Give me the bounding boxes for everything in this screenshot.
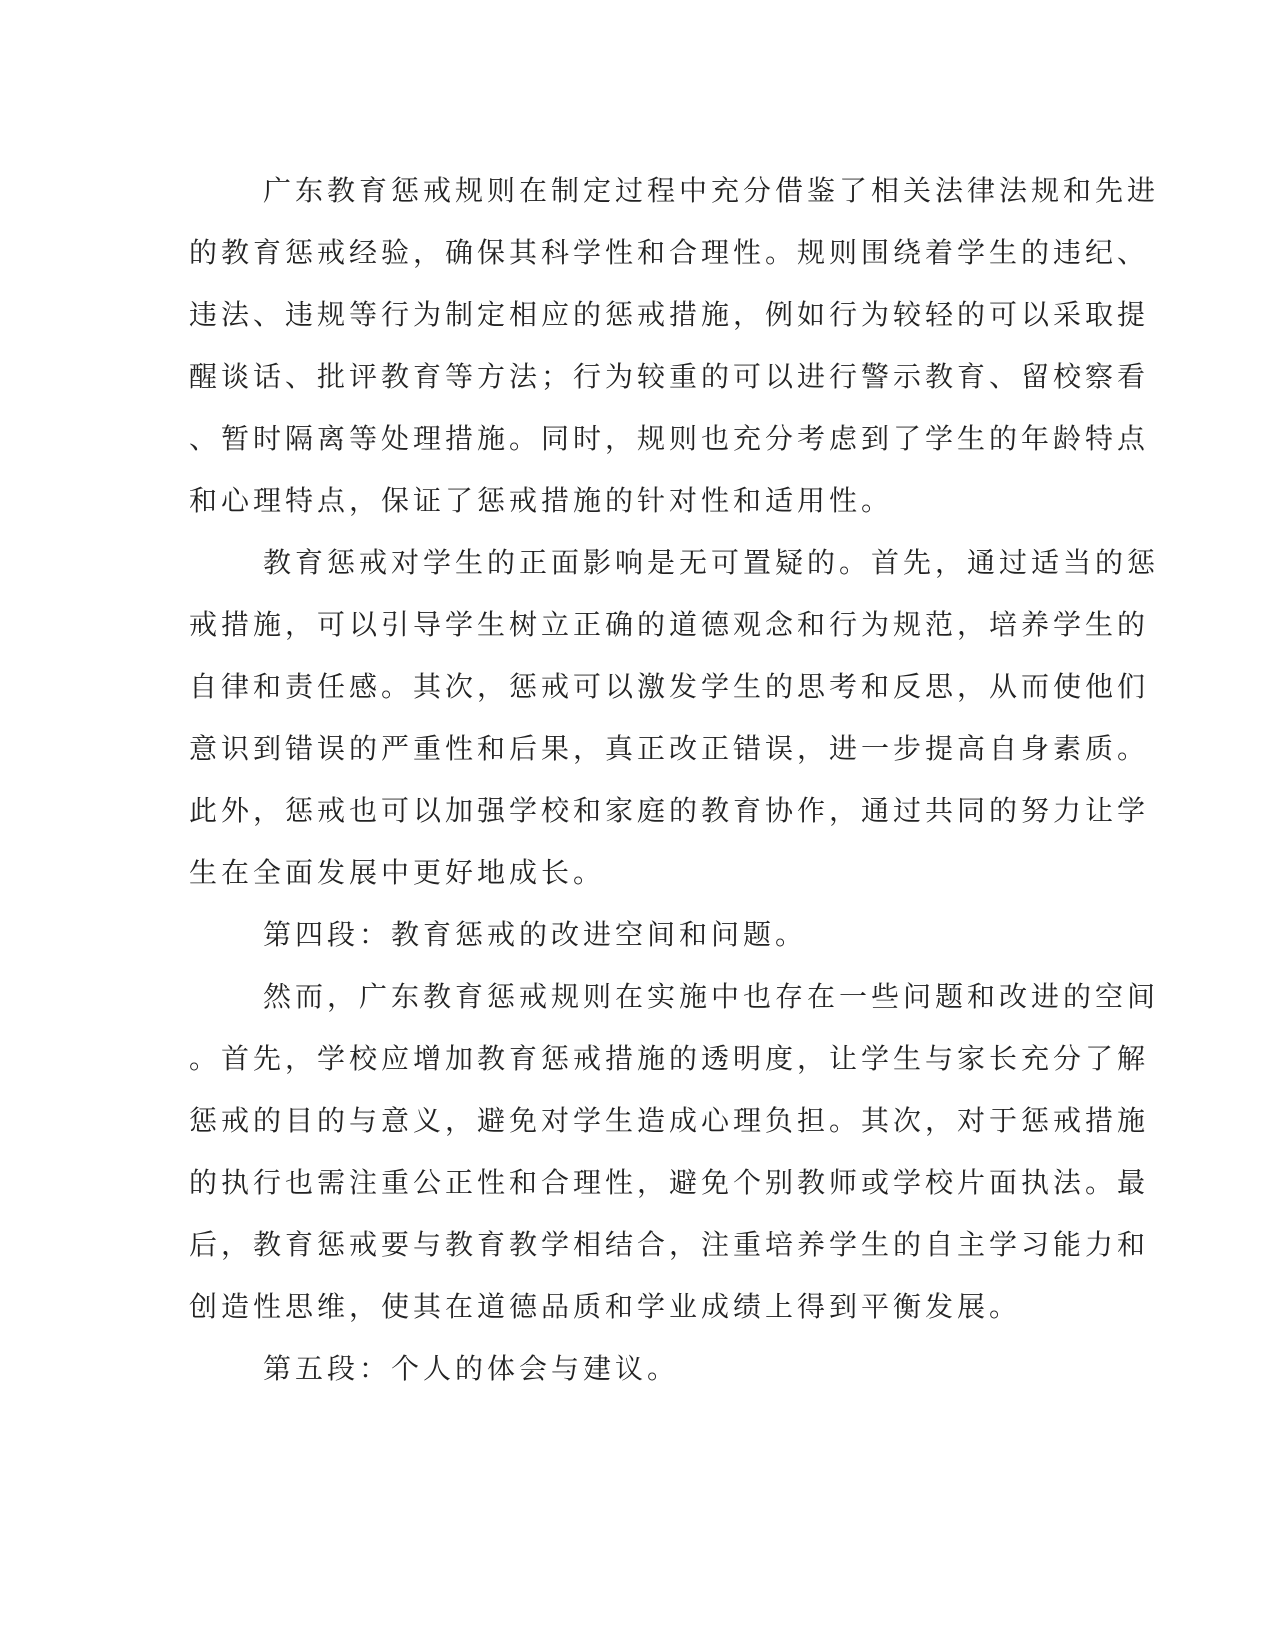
paragraph-line: 、暂时隔离等处理措施。同时，规则也充分考虑到了学生的年龄特点 [189, 422, 1150, 455]
paragraph-line: 广东教育惩戒规则在制定过程中充分借鉴了相关法律法规和先进 [263, 174, 1160, 207]
paragraph-line: 教育惩戒对学生的正面影响是无可置疑的。首先，通过适当的惩 [263, 546, 1160, 579]
paragraph-line: 后，教育惩戒要与教育教学相结合，注重培养学生的自主学习能力和 [189, 1228, 1150, 1261]
paragraph-line: 生在全面发展中更好地成长。 [189, 856, 606, 889]
paragraph-line: 创造性思维，使其在道德品质和学业成绩上得到平衡发展。 [189, 1290, 1022, 1323]
paragraph-line: 此外，惩戒也可以加强学校和家庭的教育协作，通过共同的努力让学 [189, 794, 1150, 827]
paragraph-line: 违法、违规等行为制定相应的惩戒措施，例如行为较轻的可以采取提 [189, 298, 1150, 331]
section-heading: 第四段：教育惩戒的改进空间和问题。 [263, 918, 808, 951]
paragraph-line: 的教育惩戒经验，确保其科学性和合理性。规则围绕着学生的违纪、 [189, 236, 1150, 269]
document-body [189, 160, 1160, 1400]
paragraph-line: 的执行也需注重公正性和合理性，避免个别教师或学校片面执法。最 [189, 1166, 1150, 1199]
paragraph-line: 惩戒的目的与意义，避免对学生造成心理负担。其次，对于惩戒措施 [189, 1104, 1150, 1137]
paragraph-line: 。首先，学校应增加教育惩戒措施的透明度，让学生与家长充分了解 [189, 1042, 1150, 1075]
paragraph-line: 然而，广东教育惩戒规则在实施中也存在一些问题和改进的空间 [263, 980, 1160, 1013]
paragraph-line: 和心理特点，保证了惩戒措施的针对性和适用性。 [189, 484, 894, 517]
paragraph-line: 戒措施，可以引导学生树立正确的道德观念和行为规范，培养学生的 [189, 608, 1150, 641]
paragraph-line: 自律和责任感。其次，惩戒可以激发学生的思考和反思，从而使他们 [189, 670, 1150, 703]
section-heading: 第五段：个人的体会与建议。 [263, 1352, 680, 1385]
paragraph-line: 醒谈话、批评教育等方法；行为较重的可以进行警示教育、留校察看 [189, 360, 1150, 393]
paragraph-line: 意识到错误的严重性和后果，真正改正错误，进一步提高自身素质。 [189, 732, 1150, 765]
